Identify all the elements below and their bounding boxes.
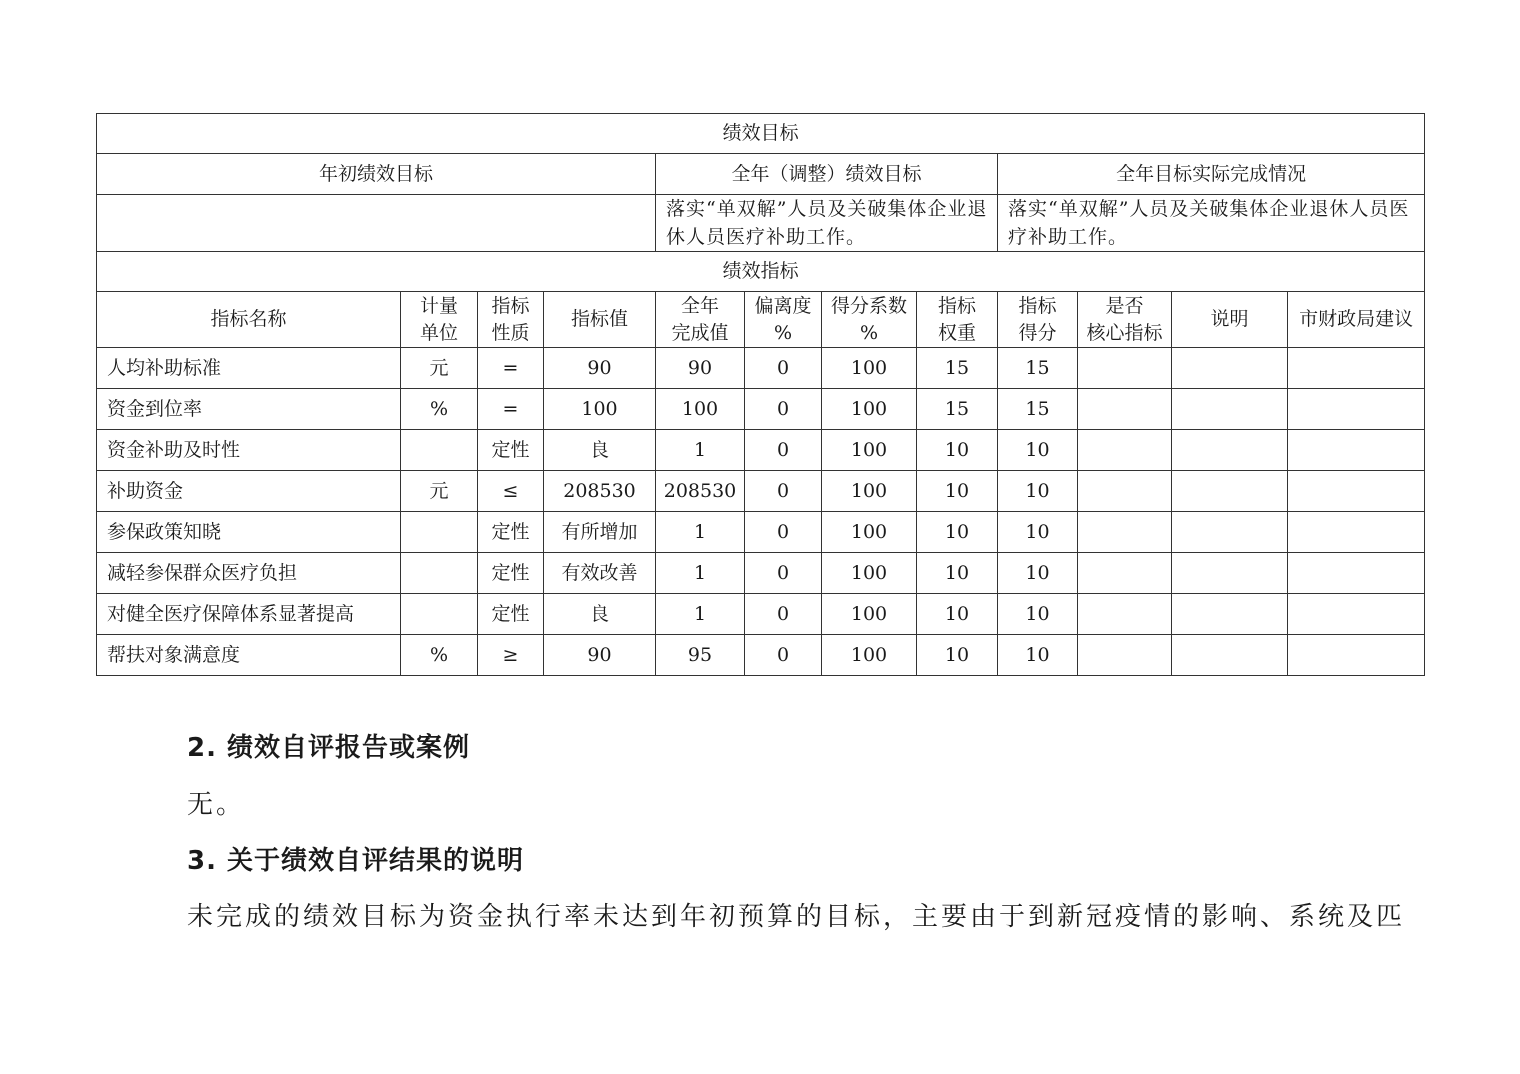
cell-core [1078, 471, 1172, 512]
cell-core [1078, 635, 1172, 676]
cell-nature: 定性 [478, 553, 544, 594]
goals-section-title: 绩效目标 [97, 114, 1425, 154]
cell-coef: 100 [822, 471, 917, 512]
cell-coef: 100 [822, 512, 917, 553]
cell-weight: 10 [917, 512, 998, 553]
indicator-row [97, 594, 1425, 635]
cell-weight: 15 [917, 348, 998, 389]
header-deviation: 偏离度 % [745, 292, 822, 348]
cell-advice [1288, 389, 1425, 430]
cell-name: 参保政策知晓 [97, 512, 401, 553]
cell-unit [401, 512, 478, 553]
cell-core [1078, 512, 1172, 553]
cell-deviation: 0 [745, 512, 822, 553]
actual-completion-value: 落实“单双解”人员及关破集体企业退休人员医疗补助工作。 [998, 195, 1425, 252]
cell-name: 资金补助及时性 [97, 430, 401, 471]
adjusted-goal-value: 落实“单双解”人员及关破集体企业退休人员医疗补助工作。 [656, 195, 998, 252]
performance-table [96, 113, 1425, 676]
cell-name: 补助资金 [97, 471, 401, 512]
initial-goal-header: 年初绩效目标 [97, 154, 656, 195]
cell-target: 有效改善 [544, 553, 656, 594]
cell-score: 10 [998, 471, 1078, 512]
section-3-body: 未完成的绩效目标为资金执行率未达到年初预算的目标，主要由于到新冠疫情的影响、系统及匹 [187, 902, 1406, 932]
indicator-row [97, 389, 1425, 430]
indicator-row [97, 512, 1425, 553]
cell-advice [1288, 635, 1425, 676]
cell-target: 100 [544, 389, 656, 430]
initial-goal-value [97, 195, 656, 252]
cell-actual: 95 [656, 635, 745, 676]
cell-nature: ≥ [478, 635, 544, 676]
cell-target: 90 [544, 348, 656, 389]
cell-score: 10 [998, 594, 1078, 635]
cell-score: 10 [998, 635, 1078, 676]
cell-name: 帮扶对象满意度 [97, 635, 401, 676]
cell-nature: 定性 [478, 430, 544, 471]
cell-name: 对健全医疗保障体系显著提高 [97, 594, 401, 635]
header-target: 指标值 [544, 292, 656, 348]
cell-advice [1288, 430, 1425, 471]
cell-weight: 10 [917, 430, 998, 471]
cell-actual: 1 [656, 594, 745, 635]
cell-score: 15 [998, 389, 1078, 430]
cell-deviation: 0 [745, 594, 822, 635]
cell-core [1078, 553, 1172, 594]
indicator-row [97, 553, 1425, 594]
cell-actual: 1 [656, 512, 745, 553]
cell-name: 资金到位率 [97, 389, 401, 430]
cell-deviation: 0 [745, 430, 822, 471]
cell-deviation: 0 [745, 348, 822, 389]
cell-actual: 90 [656, 348, 745, 389]
cell-unit: % [401, 635, 478, 676]
cell-actual: 1 [656, 430, 745, 471]
cell-deviation: 0 [745, 553, 822, 594]
cell-target: 良 [544, 594, 656, 635]
cell-note [1172, 348, 1288, 389]
cell-coef: 100 [822, 430, 917, 471]
header-note: 说明 [1172, 292, 1288, 348]
header-actual: 全年 完成值 [656, 292, 745, 348]
header-advice: 市财政局建议 [1288, 292, 1425, 348]
cell-target: 208530 [544, 471, 656, 512]
header-coef: 得分系数 % [822, 292, 917, 348]
cell-coef: 100 [822, 553, 917, 594]
cell-nature: = [478, 389, 544, 430]
cell-unit [401, 553, 478, 594]
cell-target: 90 [544, 635, 656, 676]
cell-advice [1288, 594, 1425, 635]
cell-core [1078, 348, 1172, 389]
cell-weight: 15 [917, 389, 998, 430]
cell-target: 良 [544, 430, 656, 471]
cell-nature: 定性 [478, 512, 544, 553]
cell-score: 10 [998, 512, 1078, 553]
indicator-row [97, 430, 1425, 471]
cell-note [1172, 471, 1288, 512]
cell-actual: 100 [656, 389, 745, 430]
header-name: 指标名称 [97, 292, 401, 348]
cell-note [1172, 553, 1288, 594]
indicator-row [97, 471, 1425, 512]
cell-coef: 100 [822, 348, 917, 389]
section-2-body: 无。 [187, 790, 246, 820]
cell-note [1172, 635, 1288, 676]
cell-note [1172, 594, 1288, 635]
cell-unit [401, 430, 478, 471]
section-2-title: 2. 绩效自评报告或案例 [187, 733, 471, 763]
indicator-header-row [97, 292, 1425, 348]
cell-deviation: 0 [745, 471, 822, 512]
cell-advice [1288, 553, 1425, 594]
cell-weight: 10 [917, 471, 998, 512]
cell-deviation: 0 [745, 635, 822, 676]
cell-name: 人均补助标准 [97, 348, 401, 389]
cell-actual: 208530 [656, 471, 745, 512]
cell-score: 10 [998, 430, 1078, 471]
cell-deviation: 0 [745, 389, 822, 430]
cell-advice [1288, 348, 1425, 389]
cell-weight: 10 [917, 635, 998, 676]
cell-core [1078, 594, 1172, 635]
cell-nature: ≤ [478, 471, 544, 512]
cell-name: 减轻参保群众医疗负担 [97, 553, 401, 594]
cell-unit [401, 594, 478, 635]
cell-nature: 定性 [478, 594, 544, 635]
cell-actual: 1 [656, 553, 745, 594]
actual-completion-header: 全年目标实际完成情况 [998, 154, 1425, 195]
indicator-row [97, 635, 1425, 676]
cell-unit: % [401, 389, 478, 430]
cell-target: 有所增加 [544, 512, 656, 553]
header-core: 是否 核心指标 [1078, 292, 1172, 348]
cell-advice [1288, 471, 1425, 512]
section-3-title: 3. 关于绩效自评结果的说明 [187, 846, 525, 876]
cell-advice [1288, 512, 1425, 553]
cell-note [1172, 389, 1288, 430]
cell-core [1078, 430, 1172, 471]
header-nature: 指标 性质 [478, 292, 544, 348]
cell-unit: 元 [401, 471, 478, 512]
header-unit: 计量 单位 [401, 292, 478, 348]
indicator-row [97, 348, 1425, 389]
cell-note [1172, 512, 1288, 553]
header-weight: 指标 权重 [917, 292, 998, 348]
adjusted-goal-header: 全年（调整）绩效目标 [656, 154, 998, 195]
cell-score: 15 [998, 348, 1078, 389]
cell-score: 10 [998, 553, 1078, 594]
cell-weight: 10 [917, 553, 998, 594]
cell-core [1078, 389, 1172, 430]
header-score: 指标 得分 [998, 292, 1078, 348]
cell-note [1172, 430, 1288, 471]
cell-coef: 100 [822, 635, 917, 676]
cell-coef: 100 [822, 389, 917, 430]
cell-weight: 10 [917, 594, 998, 635]
cell-coef: 100 [822, 594, 917, 635]
cell-nature: = [478, 348, 544, 389]
cell-unit: 元 [401, 348, 478, 389]
indicators-section-title: 绩效指标 [97, 252, 1425, 292]
